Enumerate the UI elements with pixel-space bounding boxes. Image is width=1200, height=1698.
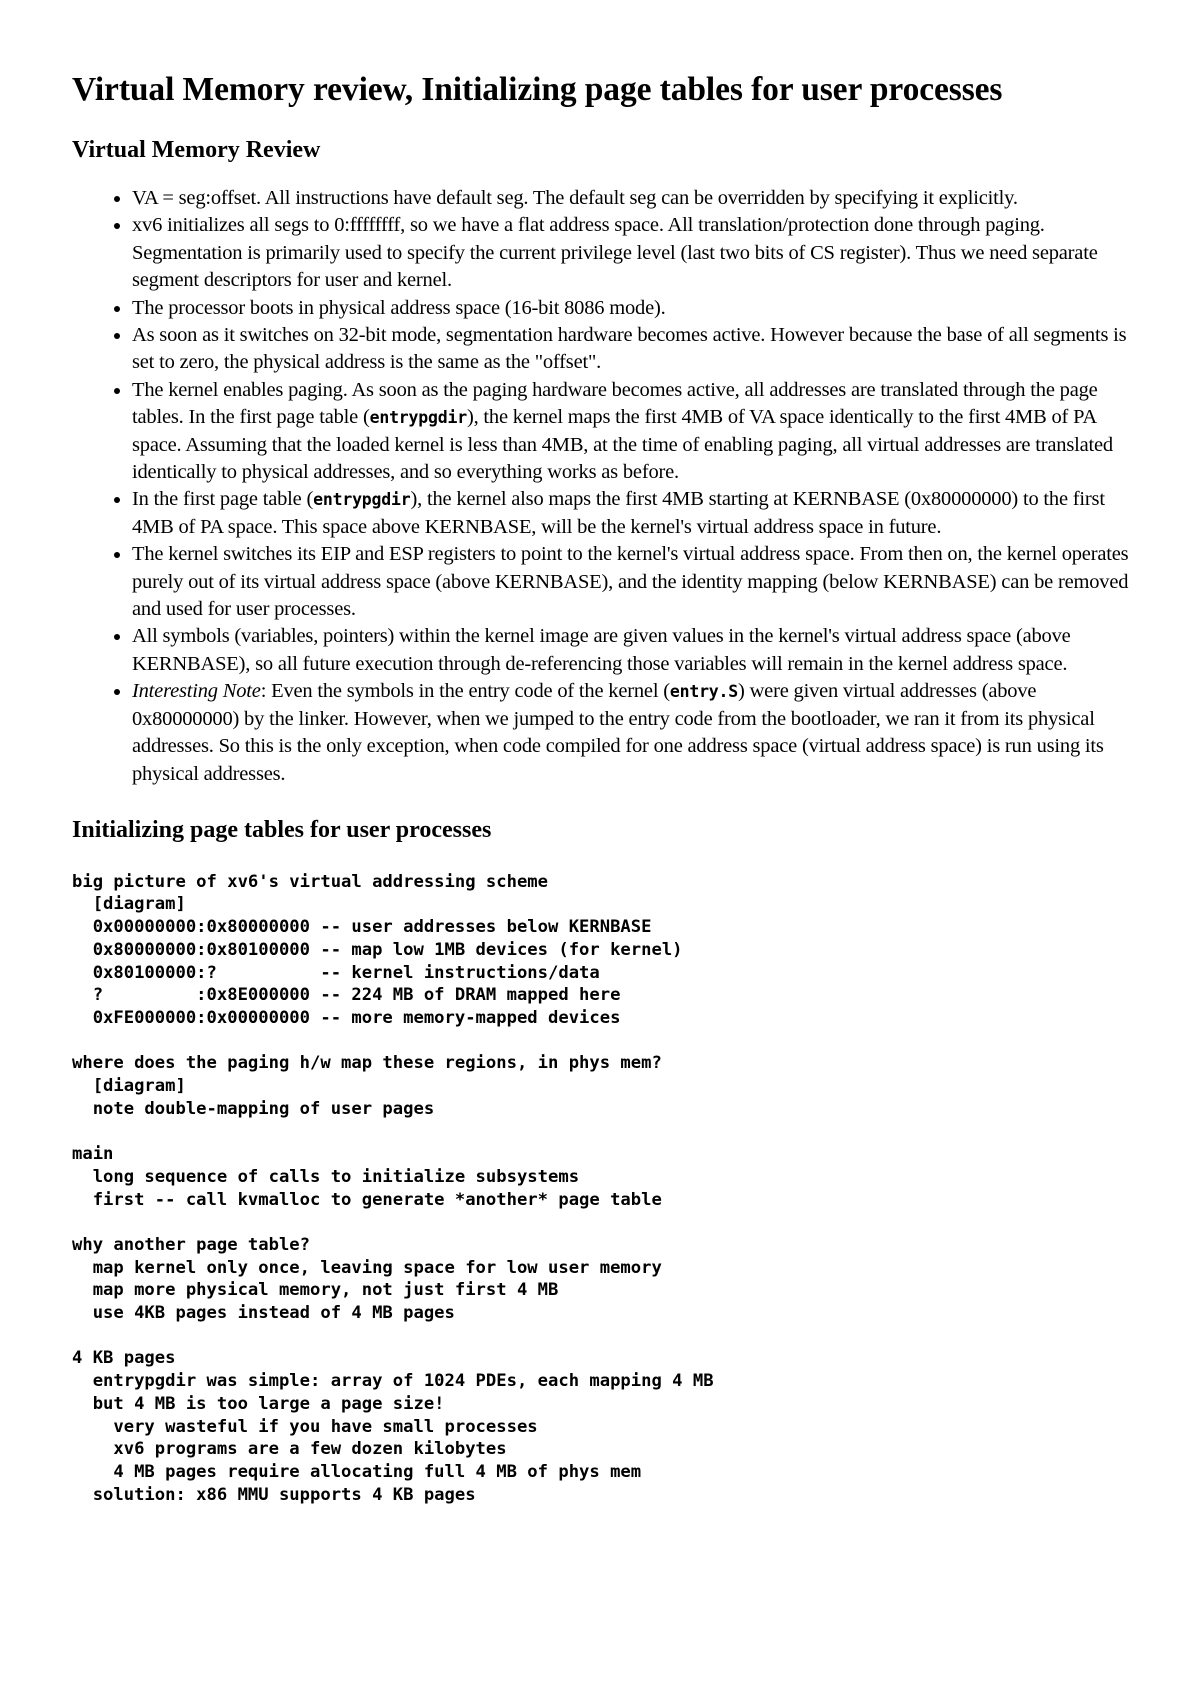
inline-code: entry.S	[669, 682, 739, 702]
list-item	[132, 322, 1152, 377]
page-title: Virtual Memory review, Initializing page tables for user processes	[72, 71, 1003, 108]
list-item-text: The kernel switches its EIP and ESP registers to point to the kernel's virtual address space. From then on, the kernel operates purely out of its virtual address space (above KERNBASE), and the identity mapping (below KERNBASE) can be removed and used for user processes.	[132, 543, 1129, 621]
list-item	[132, 377, 1152, 487]
inline-code: entrypgdir	[313, 490, 411, 510]
list-item	[132, 212, 1152, 294]
list-item-text: : Even the symbols in the entry code of the kernel (	[260, 680, 670, 703]
list-item	[132, 295, 1152, 322]
inline-code: entrypgdir	[369, 408, 467, 428]
list-item-text: All symbols (variables, pointers) within the kernel image are given values in the kernel's virtual address space (above KERNBASE), so all future execution through de-referencing those variables will remain in the kernel address space.	[132, 625, 1071, 675]
list-item	[132, 185, 1152, 212]
list-item-text: The kernel enables paging. As soon as the paging hardware becomes active, all addresses are translated through the page tables. In the first page table (	[132, 378, 1098, 429]
code-block: big picture of xv6's virtual addressing scheme [diagram] 0x00000000:0x80000000 -- user addresses below KERNBASE 0x80000000:0x80100000 -- map low 1MB devices (for kernel) 0x80100000:? -- kernel instructions/data ? :0x8E000000 -- 224 MB of DRAM mapped here 0xFE000000:0x00000000 -- more memory-mapped devices where does the paging h/w map these regions, in phys mem? [diagram] note double-mapping of user pages main long sequence of calls to initialize subsystems first -- call kvmalloc to generate *another* page table why another page table? map kernel only once, leaving space for low user memory map more physical memory, not just first 4 MB use 4KB pages instead of 4 MB pages 4 KB pages entrypgdir was simple: array of 1024 PDEs, each mapping 4 MB but 4 MB is too large a page size! very wasteful if you have small processes xv6 programs are a few dozen kilobytes 4 MB pages require allocating full 4 MB of phys mem solution: x86 MMU supports 4 KB pages	[72, 871, 714, 1505]
section-heading-page-tables: Initializing page tables for user processes	[72, 816, 492, 843]
list-item-text: The processor boots in physical address space (16-bit 8086 mode).	[132, 296, 666, 319]
list-item-text: ) were given virtual addresses (above 0x80000000) by the linker. However, when we jumped to the entry code from the bootloader, we ran it from its physical addresses. So this is the only exception, when code compiled for one address space (virtual address space) is run using its physical addresses.	[132, 680, 1104, 785]
list-item-text: VA = seg:offset. All instructions have default seg. The default seg can be overridden by specifying it explicitly.	[132, 186, 1018, 209]
list-item	[132, 678, 1152, 788]
vm-review-list	[72, 185, 1152, 788]
list-item	[132, 486, 1152, 541]
list-item-text: xv6 initializes all segs to 0:ffffffff, so we have a flat address space. All translation/protection done through paging. Segmentation is primarily used to specify the current privilege level (last two bits of CS register). Thus we need separate segment descriptors for user and kernel.	[132, 214, 1098, 292]
document-page	[72, 70, 1152, 1506]
list-item	[132, 623, 1152, 678]
list-item-text: ), the kernel also maps the first 4MB starting at KERNBASE (0x80000000) to the first 4MB of PA space. This space above KERNBASE, will be the kernel's virtual address space in future.	[132, 488, 1105, 538]
list-item-text: As soon as it switches on 32-bit mode, segmentation hardware becomes active. However because the base of all segments is set to zero, the physical address is the same as the "offset".	[132, 324, 1127, 374]
section-heading-vm-review: Virtual Memory Review	[72, 137, 321, 164]
emphasis-label: Interesting Note	[132, 680, 261, 703]
list-item-text: ), the kernel maps the first 4MB of VA space identically to the first 4MB of PA space. Assuming that the loaded kernel is less than 4MB, at the time of enabling paging, all virtual addresses are translated identically to physical addresses, and so everything works as before.	[132, 406, 1113, 484]
list-item	[132, 541, 1152, 623]
list-item-text: In the first page table (	[132, 488, 314, 511]
